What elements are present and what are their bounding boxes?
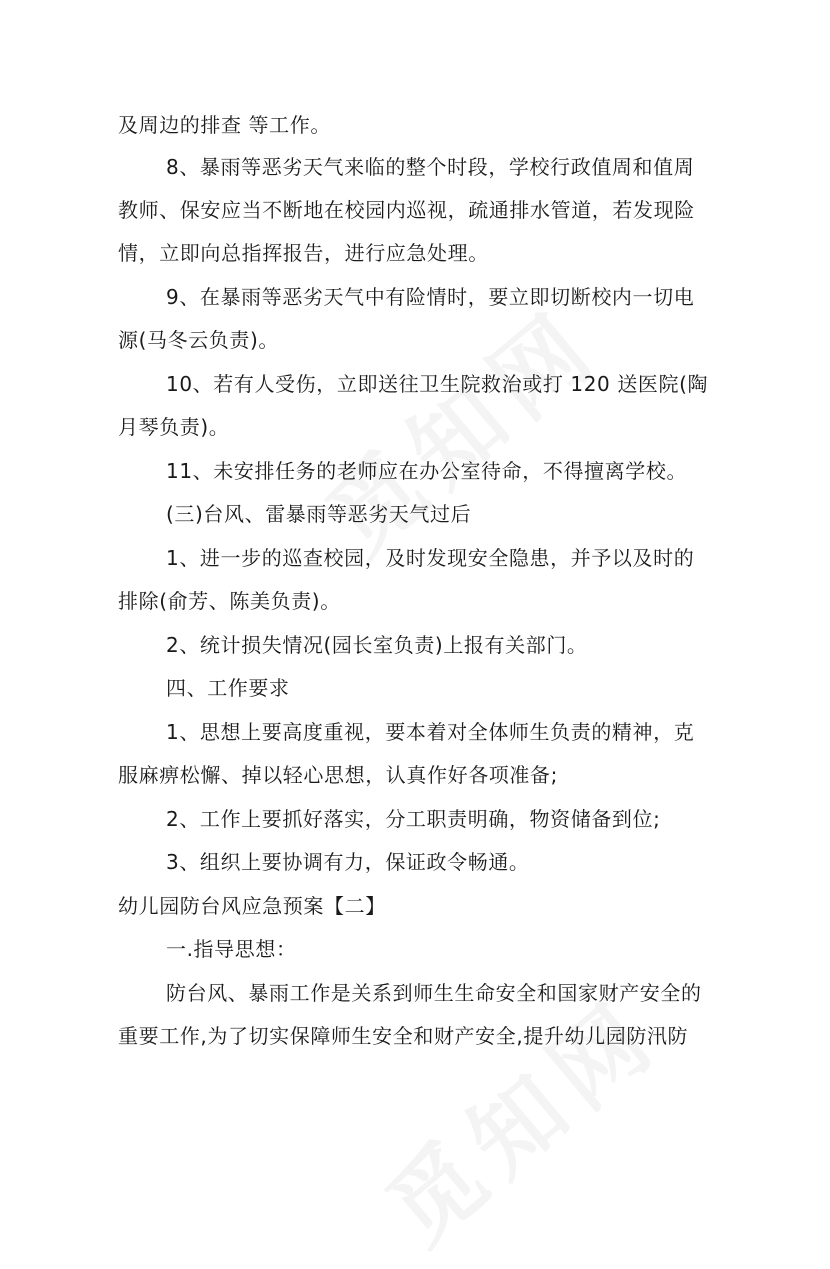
section-heading: 四、工作要求: [166, 676, 290, 700]
paragraph-line: 情，立即向总指挥报告，进行应急处理。: [118, 241, 489, 265]
paragraph-line: 及周边的排查 等工作。: [118, 113, 331, 137]
paragraph-line: 教师、保安应当不断地在校园内巡视，疏通排水管道，若发现险: [118, 198, 695, 222]
paragraph-line: 9、在暴雨等恶劣天气中有险情时，要立即切断校内一切电: [166, 285, 695, 309]
section-heading: 一.指导思想：: [166, 937, 297, 961]
paragraph-line: 1、思想上要高度重视，要本着对全体师生负责的精神，克: [166, 720, 695, 744]
section-heading: (三)台风、雷暴雨等恶劣天气过后: [166, 502, 472, 526]
paragraph-line: 11、未安排任务的老师应在办公室待命，不得擅离学校。: [166, 459, 688, 483]
paragraph-line: 8、暴雨等恶劣天气来临的整个时段，学校行政值周和值周: [166, 155, 695, 179]
paragraph-line: 月琴负责)。: [118, 415, 230, 439]
watermark: [355, 963, 683, 1269]
paragraph-line: 3、组织上要协调有力，保证政令畅通。: [166, 850, 530, 874]
paragraph-line: 源(马冬云负责)。: [118, 328, 280, 352]
paragraph-line: 2、统计损失情况(园长室负责)上报有关部门。: [166, 633, 588, 657]
watermark: [295, 273, 623, 579]
paragraph-line: 重要工作,为了切实保障师生安全和财产安全,提升幼儿园防汛防: [118, 1024, 689, 1048]
paragraph-line: 2、工作上要抓好落实，分工职责明确，物资储备到位;: [166, 807, 661, 831]
document-title: 幼儿园防台风应急预案【二】: [118, 894, 386, 918]
paragraph-line: 防台风、暴雨工作是关系到师生生命安全和国家财产安全的: [166, 981, 702, 1005]
paragraph-line: 10、若有人受伤，立即送往卫生院救治或打 120 送医院(陶: [166, 372, 709, 396]
paragraph-line: 排除(俞芳、陈美负责)。: [118, 589, 341, 613]
paragraph-line: 1、进一步的巡查校园，及时发现安全隐患，并予以及时的: [166, 546, 695, 570]
paragraph-line: 服麻痹松懈、掉以轻心思想，认真作好各项准备;: [118, 763, 558, 787]
